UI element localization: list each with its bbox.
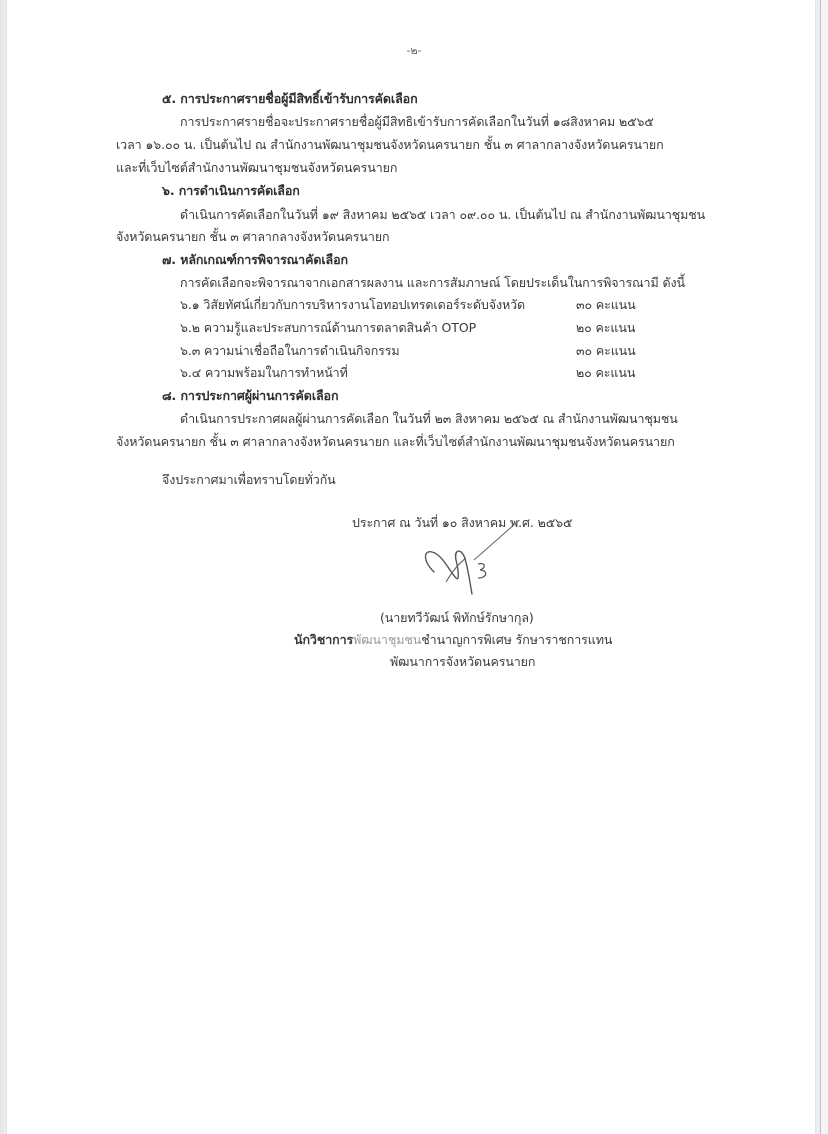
position-faded-part: พัฒนาชุมชน [353,632,422,647]
section-8-line-2: จังหวัดนครนายก ชั้น ๓ ศาลากลางจังหวัดนครนายก และที่เว็บไซต์สำนักงานพัฒนาชุมชนจังหวัดนครนายก [116,434,675,449]
section-8-line-1: ดำเนินการประกาศผลผู้ผ่านการคัดเลือก ในวันที่ ๒๓ สิงหาคม ๒๕๖๕ ณ สำนักงานพัฒนาชุมชน [180,411,678,426]
position-rest-part: ชำนาญการพิเศษ รักษาราชการแทน [421,632,613,647]
criterion-2-label: ๖.๒ ความรู้และประสบการณ์ด้านการตลาดสินค้า OTOP [180,320,477,335]
section-6-line-1: ดำเนินการคัดเลือกในวันที่ ๑๙ สิงหาคม ๒๕๖๕ เวลา ๐๙.๐๐ น. เป็นต้นไป ณ สำนักงานพัฒนาชุมชน [180,207,706,222]
section-6-title: ๖. การดำเนินการคัดเลือก [162,183,300,198]
signatory-position-line-1 [294,632,612,648]
criterion-4-label: ๖.๔ ความพร้อมในการทำหน้าที่ [180,365,348,380]
section-5-line-1: การประกาศรายชื่อจะประกาศรายชื่อผู้มีสิทธิเข้ารับการคัดเลือกในวันที่ ๑๘สิงหาคม ๒๕๖๕ [180,114,654,129]
criterion-2-score: ๒๐ คะแนน [576,320,636,335]
signature-icon [416,520,526,600]
section-6-line-2: จังหวัดนครนายก ชั้น ๓ ศาลากลางจังหวัดนครนายก [116,229,390,244]
page-number: -๒- [406,44,422,57]
section-5-line-2: เวลา ๑๖.๐๐ น. เป็นต้นไป ณ สำนักงานพัฒนาชุมชนจังหวัดนครนายก ชั้น ๓ ศาลากลางจังหวัดนครนายก [116,137,664,152]
criterion-1-label: ๖.๑ วิสัยทัศน์เกี่ยวกับการบริหารงานโอทอปเทรดเดอร์ระดับจังหวัด [180,297,526,312]
announcement-date: ประกาศ ณ วันที่ ๑๐ สิงหาคม พ.ศ. ๒๕๖๕ [352,515,573,530]
criterion-3-score: ๓๐ คะแนน [576,343,636,358]
section-8-title: ๘. การประกาศผู้ผ่านการคัดเลือก [162,388,339,403]
criterion-3-label: ๖.๓ ความน่าเชื่อถือในการดำเนินกิจกรรม [180,343,400,358]
signatory-name: (นายทวีวัฒน์ พิทักษ์รักษากุล) [380,610,534,625]
section-7-intro: การคัดเลือกจะพิจารณาจากเอกสารผลงาน และการสัมภาษณ์ โดยประเด็นในการพิจารณามี ดังนี้ [180,275,685,290]
section-5-line-3: และที่เว็บไซต์สำนักงานพัฒนาชุมชนจังหวัดนครนายก [116,160,398,175]
section-5-title: ๕. การประกาศรายชื่อผู้มีสิทธิ์เข้ารับการคัดเลือก [162,91,418,106]
criterion-4-score: ๒๐ คะแนน [576,365,636,380]
closing-statement: จึงประกาศมาเพื่อทราบโดยทั่วกัน [162,472,336,487]
criterion-1-score: ๓๐ คะแนน [576,297,636,312]
section-7-title: ๗. หลักเกณฑ์การพิจารณาคัดเลือก [162,252,348,267]
signatory-position-line-2: พัฒนาการจังหวัดนครนายก [390,654,536,669]
position-bold-part: นักวิชาการ [294,632,354,647]
